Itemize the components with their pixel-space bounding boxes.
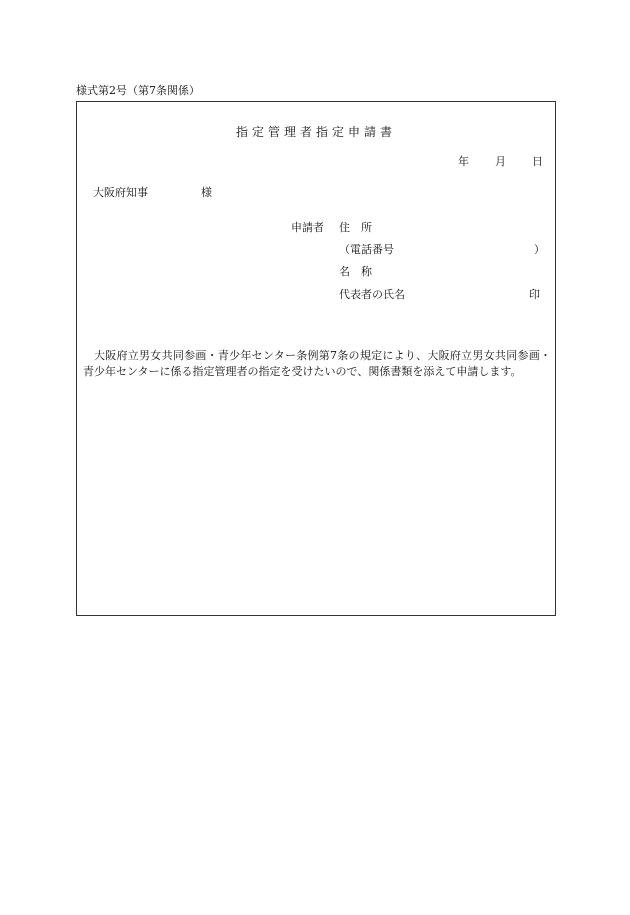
form-number-label: 様式第2号（第7条関係） xyxy=(76,84,200,97)
date-day: 日 xyxy=(532,155,543,168)
applicant-label: 申請者 xyxy=(291,221,324,234)
document-title: 指定管理者指定申請書 xyxy=(235,125,396,139)
phone-number-label: （電話番号 xyxy=(339,243,394,256)
date-line xyxy=(458,156,543,167)
representative-name-label: 代表者の氏名 xyxy=(339,288,405,301)
phone-number-close-paren: ） xyxy=(534,243,545,256)
addressee: 大阪府知事 xyxy=(93,186,148,199)
application-form-frame xyxy=(76,101,556,616)
application-body-text: 大阪府立男女共同参画・青少年センター条例第7条の規定により、大阪府立男女共同参画・青少年センターに係る指定管理者の指定を受けたいので、関係書類を添えて申請します。 xyxy=(83,349,551,378)
organization-name-label: 名 称 xyxy=(339,265,372,278)
addressee-honorific: 様 xyxy=(201,186,212,199)
date-month: 月 xyxy=(495,155,506,168)
date-year: 年 xyxy=(458,155,469,168)
seal-mark: 印 xyxy=(529,288,540,301)
address-label: 住 所 xyxy=(339,221,372,234)
